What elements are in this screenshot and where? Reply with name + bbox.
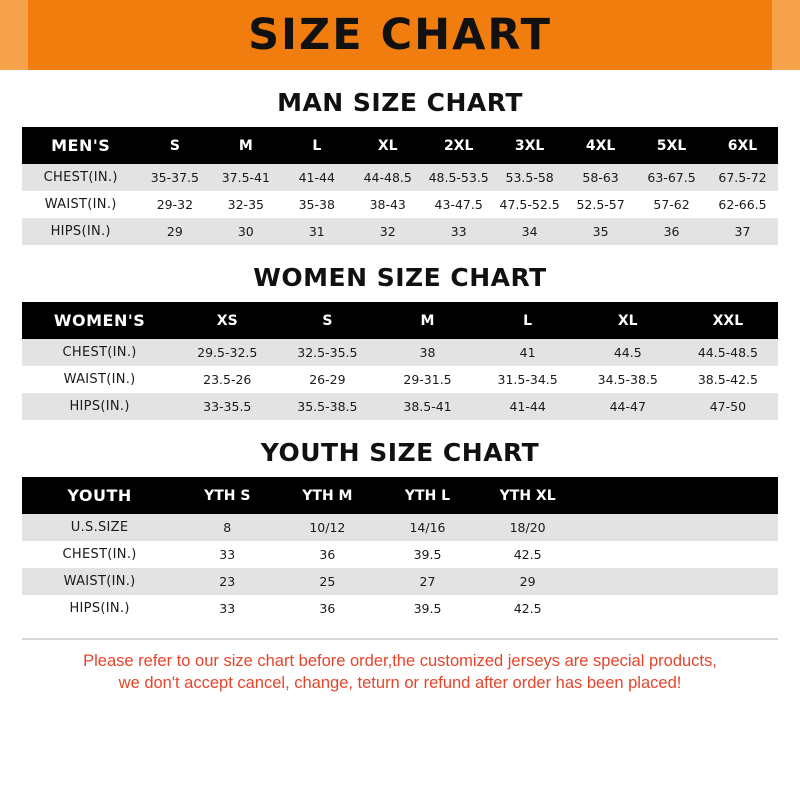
youth-col-header-3: YTH L	[377, 477, 477, 514]
man-size-table	[22, 127, 778, 245]
man-col-header-7: 4XL	[565, 127, 636, 164]
youth-ussize-m: 10/12	[277, 514, 377, 541]
youth-waist-s: 23	[177, 568, 277, 595]
man-hips-2xl: 33	[423, 218, 494, 245]
table-header-row	[22, 477, 778, 514]
man-col-header-1: S	[139, 127, 210, 164]
women-col-header-6: XXL	[678, 302, 778, 339]
table-row	[22, 164, 778, 191]
youth-table-header	[22, 477, 778, 514]
man-waist-2xl: 43-47.5	[423, 191, 494, 218]
man-col-header-4: XL	[352, 127, 423, 164]
women-waist-m: 29-31.5	[377, 366, 477, 393]
youth-hips-xl: 42.5	[478, 595, 578, 622]
man-col-header-3: L	[281, 127, 352, 164]
youth-corner-label: YOUTH	[22, 477, 177, 514]
table-header-row	[22, 302, 778, 339]
women-hips-l: 41-44	[478, 393, 578, 420]
man-hips-5xl: 36	[636, 218, 707, 245]
youth-hips-m: 36	[277, 595, 377, 622]
header-band-left-accent	[0, 0, 28, 70]
youth-row-label-waist: WAIST(IN.)	[22, 568, 177, 595]
women-table-header	[22, 302, 778, 339]
section-title-women: WOMEN SIZE CHART	[253, 263, 547, 292]
women-row-label-chest: CHEST(IN.)	[22, 339, 177, 366]
women-row-label-hips: HIPS(IN.)	[22, 393, 177, 420]
man-chest-3xl: 53.5-58	[494, 164, 565, 191]
man-hips-3xl: 34	[494, 218, 565, 245]
women-hips-xl: 44-47	[578, 393, 678, 420]
table-row	[22, 218, 778, 245]
youth-waist-l: 27	[377, 568, 477, 595]
man-hips-s: 29	[139, 218, 210, 245]
youth-ussize-blank-1	[578, 514, 678, 541]
header-band-right-accent	[772, 0, 800, 70]
man-row-label-chest: CHEST(IN.)	[22, 164, 139, 191]
footer-disclaimer	[22, 638, 778, 695]
man-waist-6xl: 62-66.5	[707, 191, 778, 218]
women-col-header-3: M	[377, 302, 477, 339]
youth-ussize-s: 8	[177, 514, 277, 541]
man-waist-l: 35-38	[281, 191, 352, 218]
youth-chest-s: 33	[177, 541, 277, 568]
women-hips-m: 38.5-41	[377, 393, 477, 420]
youth-chest-blank-1	[578, 541, 678, 568]
women-col-header-2: S	[277, 302, 377, 339]
youth-size-table	[22, 477, 778, 622]
youth-chest-l: 39.5	[377, 541, 477, 568]
man-chest-l: 41-44	[281, 164, 352, 191]
women-waist-xxl: 38.5-42.5	[678, 366, 778, 393]
man-hips-xl: 32	[352, 218, 423, 245]
table-row	[22, 191, 778, 218]
header-band	[0, 0, 800, 70]
women-waist-xs: 23.5-26	[177, 366, 277, 393]
table-header-row	[22, 127, 778, 164]
youth-waist-m: 25	[277, 568, 377, 595]
women-chest-xxl: 44.5-48.5	[678, 339, 778, 366]
youth-col-header-4: YTH XL	[478, 477, 578, 514]
youth-waist-blank-2	[678, 568, 778, 595]
section-title-youth: YOUTH SIZE CHART	[260, 438, 540, 467]
youth-ussize-xl: 18/20	[478, 514, 578, 541]
man-table-header	[22, 127, 778, 164]
youth-chest-xl: 42.5	[478, 541, 578, 568]
youth-ussize-blank-2	[678, 514, 778, 541]
women-hips-s: 35.5-38.5	[277, 393, 377, 420]
man-row-label-hips: HIPS(IN.)	[22, 218, 139, 245]
man-chest-m: 37.5-41	[210, 164, 281, 191]
youth-col-header-2: YTH M	[277, 477, 377, 514]
youth-hips-s: 33	[177, 595, 277, 622]
man-chest-xl: 44-48.5	[352, 164, 423, 191]
women-waist-xl: 34.5-38.5	[578, 366, 678, 393]
man-col-header-9: 6XL	[707, 127, 778, 164]
women-hips-xs: 33-35.5	[177, 393, 277, 420]
man-table-body	[22, 164, 778, 245]
man-chest-2xl: 48.5-53.5	[423, 164, 494, 191]
man-hips-4xl: 35	[565, 218, 636, 245]
footer-disclaimer-line-1: Please refer to our size chart before order,the customized jerseys are special products,	[83, 652, 717, 670]
table-row	[22, 595, 778, 622]
page-title: SIZE CHART	[248, 9, 552, 60]
man-waist-xl: 38-43	[352, 191, 423, 218]
youth-row-label-chest: CHEST(IN.)	[22, 541, 177, 568]
women-chest-s: 32.5-35.5	[277, 339, 377, 366]
youth-col-header-5	[578, 477, 678, 514]
table-row	[22, 339, 778, 366]
women-chest-m: 38	[377, 339, 477, 366]
women-hips-xxl: 47-50	[678, 393, 778, 420]
youth-col-header-1: YTH S	[177, 477, 277, 514]
women-chest-l: 41	[478, 339, 578, 366]
youth-hips-l: 39.5	[377, 595, 477, 622]
man-chest-6xl: 67.5-72	[707, 164, 778, 191]
man-hips-l: 31	[281, 218, 352, 245]
youth-row-label-ussize: U.S.SIZE	[22, 514, 177, 541]
youth-waist-blank-1	[578, 568, 678, 595]
man-chest-4xl: 58-63	[565, 164, 636, 191]
man-hips-m: 30	[210, 218, 281, 245]
women-col-header-1: XS	[177, 302, 277, 339]
man-waist-4xl: 52.5-57	[565, 191, 636, 218]
youth-chest-blank-2	[678, 541, 778, 568]
man-waist-5xl: 57-62	[636, 191, 707, 218]
youth-table-body	[22, 514, 778, 622]
footer-disclaimer-line-2: we don't accept cancel, change, teturn or refund after order has been placed!	[118, 674, 682, 693]
table-row	[22, 568, 778, 595]
women-corner-label: WOMEN'S	[22, 302, 177, 339]
table-row	[22, 366, 778, 393]
women-waist-s: 26-29	[277, 366, 377, 393]
man-col-header-6: 3XL	[494, 127, 565, 164]
man-waist-s: 29-32	[139, 191, 210, 218]
women-col-header-5: XL	[578, 302, 678, 339]
women-col-header-4: L	[478, 302, 578, 339]
women-row-label-waist: WAIST(IN.)	[22, 366, 177, 393]
youth-hips-blank-2	[678, 595, 778, 622]
man-waist-3xl: 47.5-52.5	[494, 191, 565, 218]
women-chest-xs: 29.5-32.5	[177, 339, 277, 366]
youth-chest-m: 36	[277, 541, 377, 568]
man-row-label-waist: WAIST(IN.)	[22, 191, 139, 218]
man-col-header-8: 5XL	[636, 127, 707, 164]
man-waist-m: 32-35	[210, 191, 281, 218]
man-corner-label: MEN'S	[22, 127, 139, 164]
youth-ussize-l: 14/16	[377, 514, 477, 541]
charts-content	[0, 88, 800, 695]
man-chest-s: 35-37.5	[139, 164, 210, 191]
man-hips-6xl: 37	[707, 218, 778, 245]
table-row	[22, 393, 778, 420]
man-chest-5xl: 63-67.5	[636, 164, 707, 191]
youth-hips-blank-1	[578, 595, 678, 622]
women-chest-xl: 44.5	[578, 339, 678, 366]
table-row	[22, 541, 778, 568]
man-col-header-2: M	[210, 127, 281, 164]
table-row	[22, 514, 778, 541]
youth-row-label-hips: HIPS(IN.)	[22, 595, 177, 622]
section-title-man: MAN SIZE CHART	[277, 88, 523, 117]
women-waist-l: 31.5-34.5	[478, 366, 578, 393]
youth-col-header-6	[678, 477, 778, 514]
man-col-header-5: 2XL	[423, 127, 494, 164]
women-size-table	[22, 302, 778, 420]
youth-waist-xl: 29	[478, 568, 578, 595]
women-table-body	[22, 339, 778, 420]
